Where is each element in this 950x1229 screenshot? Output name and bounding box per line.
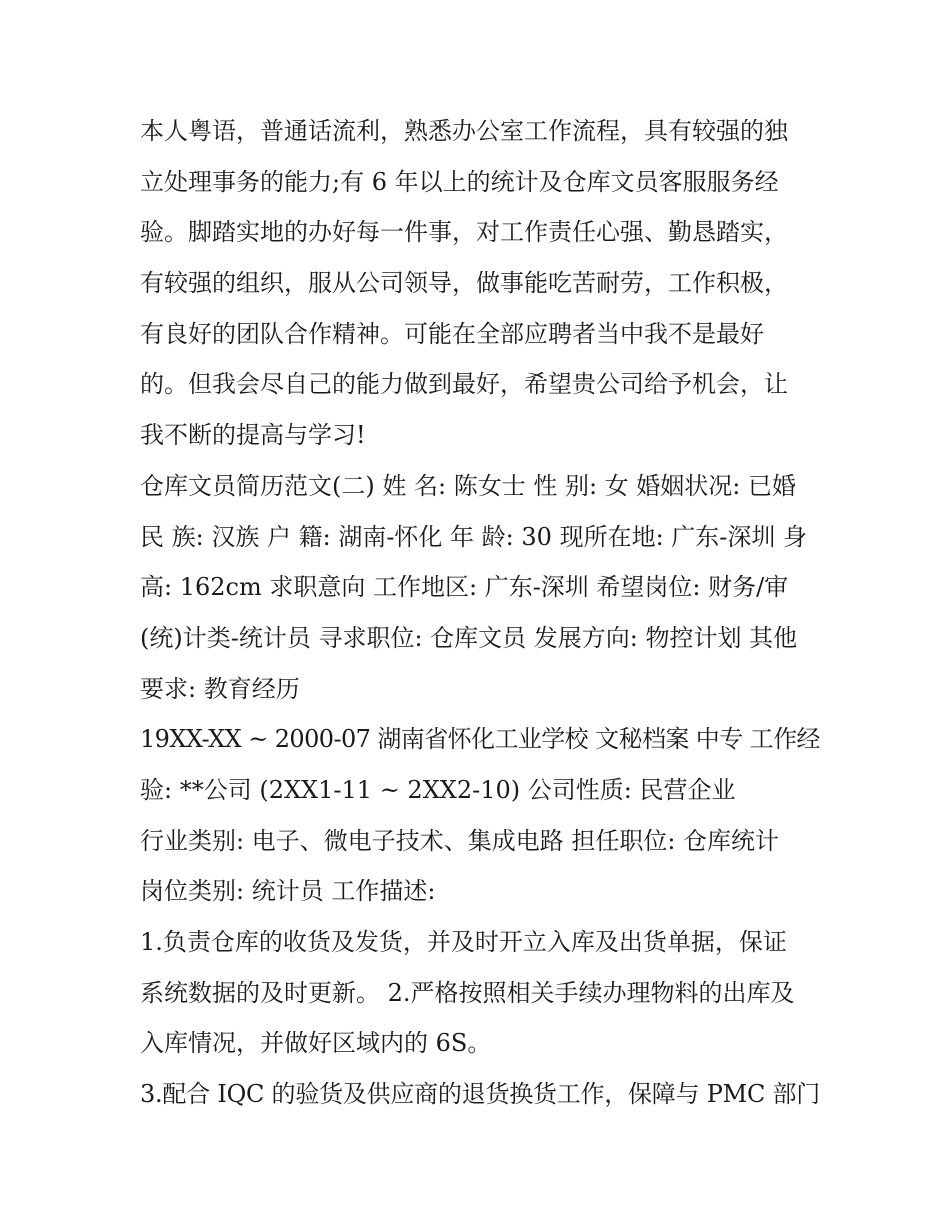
- text-line: 仓库文员简历范文(二) 姓 名: 陈女士 性 别: 女 婚姻状况: 已婚: [140, 471, 797, 500]
- text-line: 有较强的组织，服从公司领导，做事能吃苦耐劳，工作积极，: [140, 269, 788, 298]
- text-line: 1.负责仓库的收货及发货，并及时开立入库及出货单据，保证: [140, 928, 787, 956]
- text-line: 3.配合 IQC 的验货及供应商的退货换货工作，保障与 PMC 部门: [140, 1080, 821, 1109]
- text-line: 立处理事务的能力;有 6 年以上的统计及仓库文员客服服务经: [140, 167, 779, 196]
- text-line: 有良好的团队合作精神。可能在全部应聘者当中我不是最好: [140, 319, 764, 348]
- text-line: 要求: 教育经历: [140, 674, 300, 703]
- text-line: 我不断的提高与学习!: [140, 421, 366, 450]
- text-line: 高: 162cm 求职意向 工作地区: 广东-深圳 希望岗位: 财务/审: [140, 573, 789, 602]
- body-text: [140, 106, 820, 1120]
- text-line: 本人粤语，普通话流利，熟悉办公室工作流程，具有较强的独: [140, 117, 788, 145]
- text-line: 验。脚踏实地的办好每一件事，对工作责任心强、勤恳踏实，: [140, 218, 788, 247]
- text-line: 民 族: 汉族 户 籍: 湖南-怀化 年 龄: 30 现所在地: 广东-深圳 身: [140, 522, 808, 551]
- text-line: 的。但我会尽自己的能力做到最好，希望贵公司给予机会，让: [140, 370, 788, 399]
- text-line: 岗位类别: 统计员 工作描述:: [140, 877, 436, 906]
- text-line: 验: **公司 (2XX1-11 ~ 2XX2-10) 公司性质: 民营企业: [140, 775, 736, 804]
- text-line: (统)计类-统计员 寻求职位: 仓库文员 发展方向: 物控计划 其他: [140, 623, 798, 652]
- text-line: 行业类别: 电子、微电子技术、集成电路 担任职位: 仓库统计: [140, 826, 780, 855]
- text-line: 系统数据的及时更新。 2.严格按照相关手续办理物料的出库及: [140, 978, 795, 1007]
- text-line: 19XX-XX ~ 2000-07 湖南省怀化工业学校 文秘档案 中专 工作经: [140, 725, 820, 754]
- text-line: 入库情况，并做好区域内的 6S。: [140, 1029, 492, 1058]
